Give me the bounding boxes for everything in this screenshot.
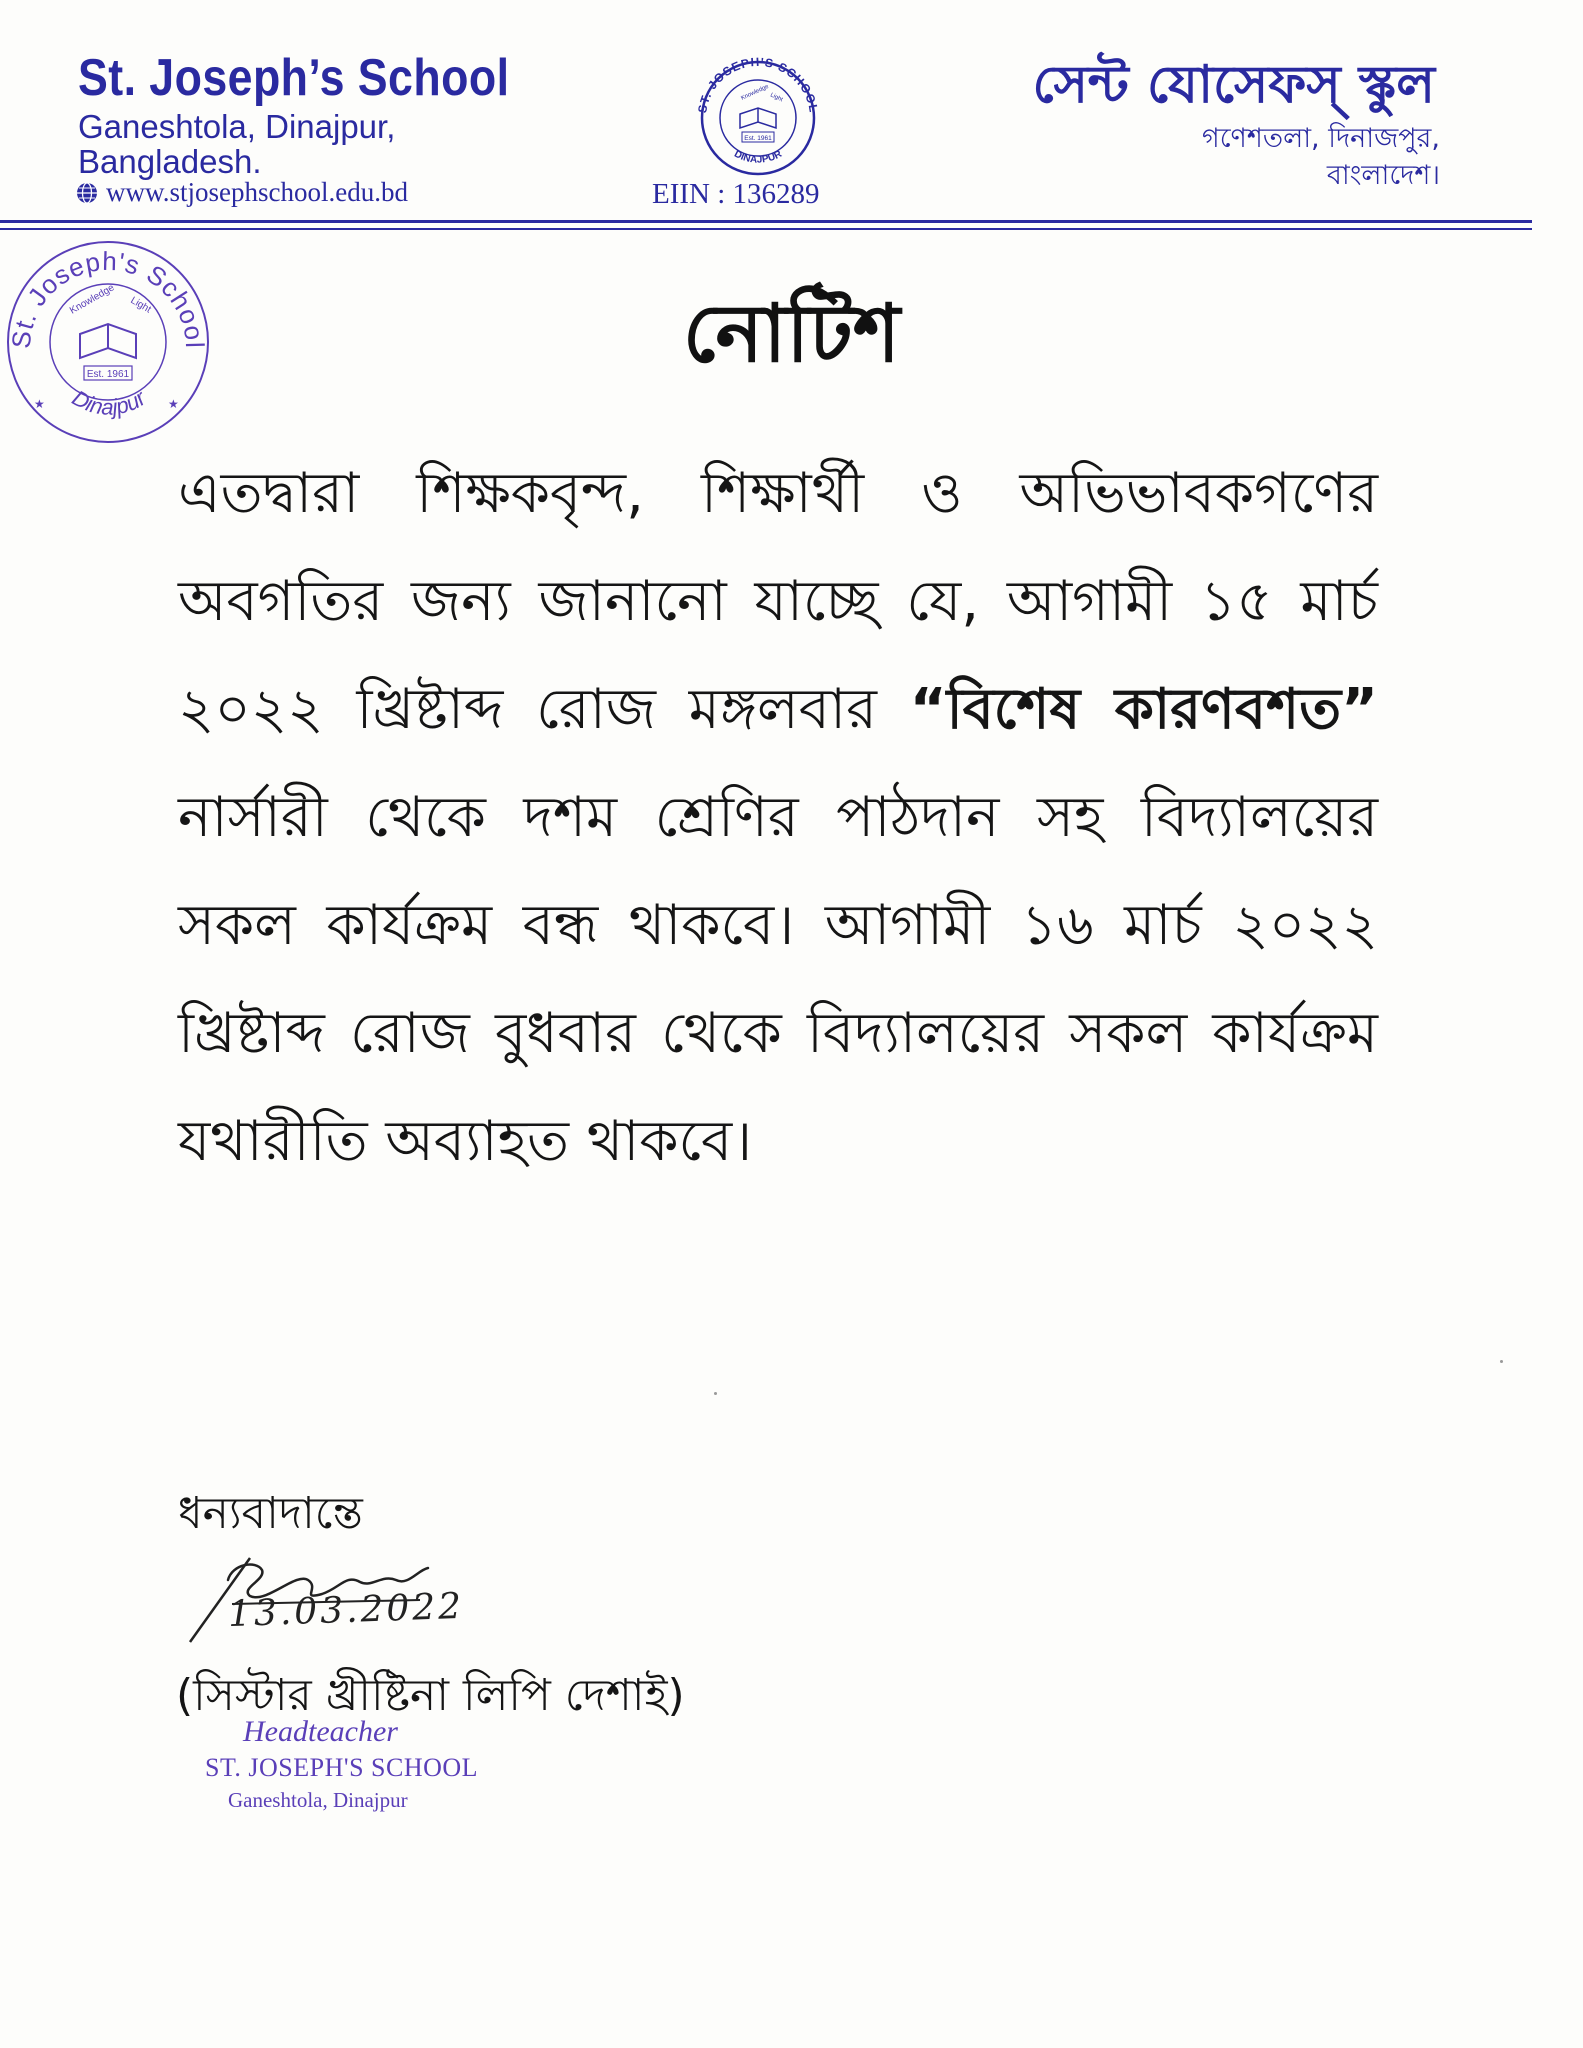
notice-body bbox=[178, 440, 1378, 1196]
notice-text-part2: নার্সারী থেকে দশম শ্রেণির পাঠদান সহ বিদ্যালয়ের সকল কার্যক্রম বন্ধ থাকবে। আগামী ১৬ মার্চ ২০২২ খ্রিষ্টাব্দ রোজ বুধবার থেকে বিদ্যালয়ের সকল কার্যক্রম যথারীতি অব্যাহত থাকবে। bbox=[178, 785, 1378, 1174]
notice-text-part1: এতদ্বারা শিক্ষকবৃন্দ, শিক্ষার্থী ও অভিভাবকগণের অবগতির জন্য জানানো যাচ্ছে যে, আগামী ১৫ মার্চ ২০২২ খ্রিষ্টাব্দ রোজ মঙ্গলবার bbox=[178, 461, 1378, 742]
signatory-name: (সিস্টার খ্রীষ্টিনা লিপি দেশাই) bbox=[176, 1670, 685, 1721]
address-bn-line1: গণেশতলা, দিনাজপুর, bbox=[1202, 123, 1440, 154]
signature-date: 13.03.2022 bbox=[227, 1585, 465, 1636]
svg-text:★: ★ bbox=[168, 397, 179, 411]
svg-text:Knowledge: Knowledge bbox=[740, 83, 770, 102]
stamp-place: Ganeshtola, Dinajpur bbox=[228, 1788, 408, 1812]
address-en-line1: Ganeshtola, Dinajpur, bbox=[78, 108, 396, 145]
letterhead-divider-thin bbox=[0, 228, 1532, 230]
svg-text:ST. JOSEPH'S SCHOOL: ST. JOSEPH'S SCHOOL bbox=[695, 56, 821, 114]
scan-speck bbox=[1500, 1360, 1503, 1363]
scan-speck bbox=[714, 1392, 717, 1395]
website-text: www.stjosephschool.edu.bd bbox=[106, 177, 408, 207]
school-crest-logo bbox=[684, 56, 832, 176]
notice-title: নোটিশ bbox=[682, 287, 901, 380]
letterhead-divider bbox=[0, 220, 1532, 223]
address-bn-line2: বাংলাদেশ। bbox=[1326, 160, 1440, 191]
stamp-organization: ST. JOSEPH'S SCHOOL bbox=[205, 1753, 479, 1782]
address-en-line2: Bangladesh. bbox=[78, 143, 262, 180]
svg-text:Light: Light bbox=[769, 92, 784, 104]
svg-text:Est. 1961: Est. 1961 bbox=[744, 135, 772, 142]
svg-text:Knowledge: Knowledge bbox=[68, 282, 117, 317]
school-name-en: St. Joseph’s School bbox=[78, 49, 510, 107]
svg-text:DINAJPUR: DINAJPUR bbox=[732, 148, 784, 166]
notice-paragraph bbox=[178, 440, 1378, 1196]
svg-text:Est. 1961: Est. 1961 bbox=[86, 369, 130, 380]
svg-text:★: ★ bbox=[34, 397, 45, 411]
notice-emphasis: “বিশেষ কারণবশত” bbox=[909, 677, 1378, 742]
stamp-role: Headteacher bbox=[243, 1715, 398, 1748]
school-name-bn: সেন্ট যোসেফস্ স্কুল bbox=[1032, 55, 1435, 115]
svg-text:St. Joseph's School: St. Joseph's School bbox=[5, 245, 211, 350]
eiin-number: EIIN : 136289 bbox=[652, 178, 820, 210]
closing-text: ধন্যবাদান্তে bbox=[178, 1488, 363, 1539]
website bbox=[76, 177, 408, 208]
svg-text:Light: Light bbox=[128, 295, 153, 316]
svg-text:Dinajpur: Dinajpur bbox=[67, 384, 151, 420]
globe-icon bbox=[76, 182, 98, 204]
